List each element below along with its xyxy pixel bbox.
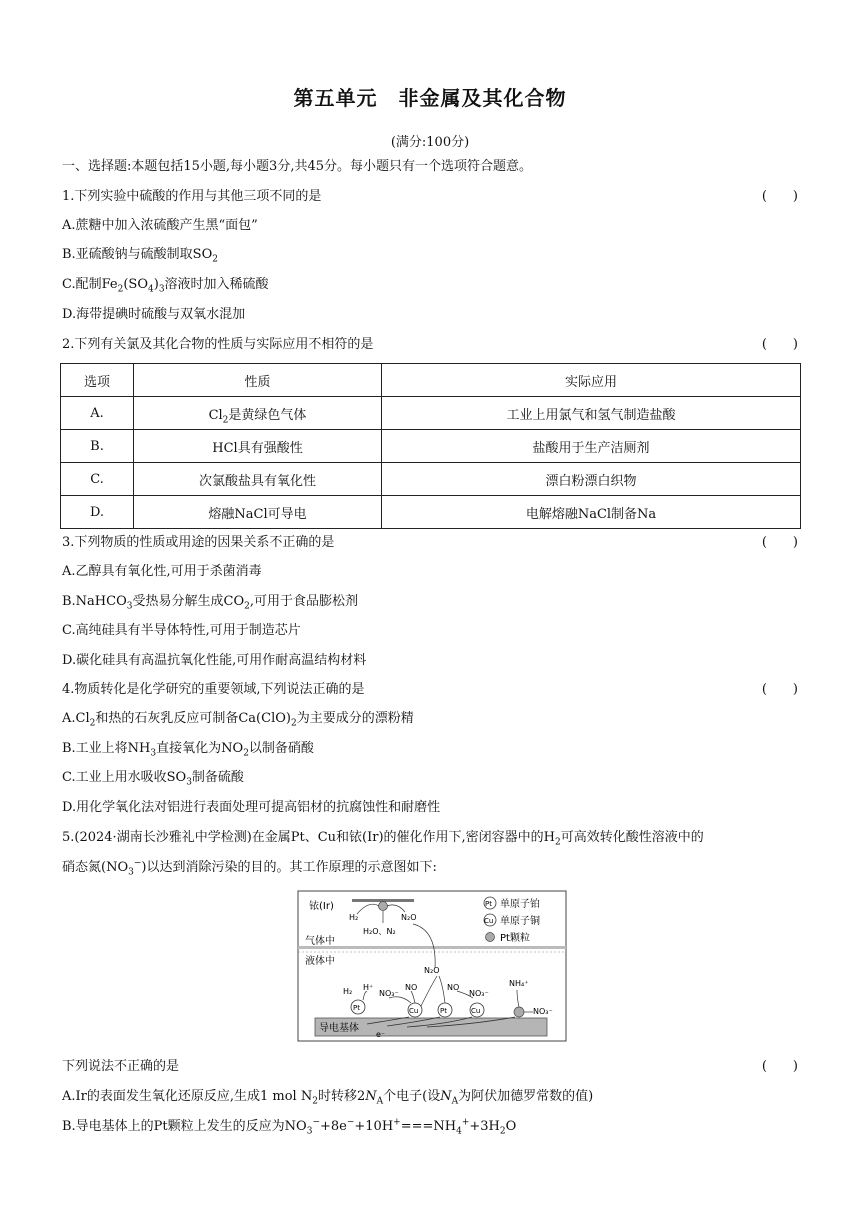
cell-application: 工业上用氯气和氢气制造盐酸 <box>382 397 801 430</box>
table-row <box>61 397 801 430</box>
cell-application: 盐酸用于生产洁厕剂 <box>382 430 801 463</box>
cell-application: 电解熔融NaCl制备Na <box>382 496 801 529</box>
answer-bracket: ( ) <box>761 535 798 550</box>
h2o-n2-label: H₂O、N₂ <box>363 927 396 936</box>
header-application: 实际应用 <box>382 364 801 397</box>
cu-atom-1: Cu <box>409 1007 419 1015</box>
q5-ask: 下列说法不正确的是 ( ) <box>62 1059 798 1074</box>
answer-bracket: ( ) <box>761 682 798 697</box>
section-heading: 一、选择题:本题包括15小题,每小题3分,共45分。每小题只有一个选项符合题意。 <box>62 159 532 174</box>
base-label: 导电基体 <box>319 1023 359 1034</box>
h2-label: H₂ <box>349 913 359 922</box>
cell-option: D. <box>61 496 134 529</box>
q5-stem-line1: 5.(2024·湖南长沙雅礼中学检测)在金属Pt、Cu和铱(Ir)的催化作用下,密闭容器中的$H_2$可高效转化酸性溶液中的 <box>62 830 704 848</box>
cu-icon-label: Cu <box>484 917 494 925</box>
answer-bracket: ( ) <box>761 337 798 352</box>
ir-label: 铱(Ir) <box>309 901 334 912</box>
no3-label-b: NO₃⁻ <box>469 989 489 998</box>
cell-property: $Cl_2$是黄绿色气体 <box>134 397 382 430</box>
q3-option-a: A.乙醇具有氧化性,可用于杀菌消毒 <box>62 564 262 579</box>
cell-property: 熔融NaCl可导电 <box>134 496 382 529</box>
q2-stem: 2.下列有关氯及其化合物的性质与实际应用不相符的是 ( ) <box>62 337 798 352</box>
answer-bracket: ( ) <box>761 1059 798 1074</box>
q3-option-b: B.NaHCO$_3$受热易分解生成$CO_2$,可用于食品膨松剂 <box>62 594 358 612</box>
q2-table <box>60 363 801 529</box>
q4-option-b: B.工业上将$NH_3$直接氧化为$NO_2$以制备硝酸 <box>62 741 314 759</box>
table-header-row <box>61 364 801 397</box>
q5-option-b: B.导电基体上的Pt颗粒上发生的反应为$NO_3^-+8e^-+10H^+===NH_4^++3H_2O$ <box>62 1117 517 1137</box>
score-note: (满分:100分) <box>390 135 470 150</box>
cell-property: HCl具有强酸性 <box>134 430 382 463</box>
q4-stem: 4.物质转化是化学研究的重要领域,下列说法正确的是 ( ) <box>62 682 798 697</box>
pt-icon-label: Pt <box>485 900 492 908</box>
legend-pt-particle: Pt颗粒 <box>500 933 530 944</box>
q1-stem: 1.下列实验中硫酸的作用与其他三项不同的是 ( ) <box>62 189 798 204</box>
table-row <box>61 496 801 529</box>
no3-label-c: NO₃⁻ <box>533 1007 553 1016</box>
q5-option-a: A.Ir的表面发生氧化还原反应,生成1 mol $N_2$时转移$2N_A$个电子(设$N_A$为阿伏加德罗常数的值) <box>62 1089 594 1107</box>
h2-liquid: H₂ <box>343 987 353 996</box>
cell-application: 漂白粉漂白织物 <box>382 463 801 496</box>
hplus-label: H⁺ <box>363 983 374 992</box>
q4-option-d: D.用化学氧化法对铝进行表面处理可提高铝材的抗腐蚀性和耐磨性 <box>62 800 441 815</box>
table-row <box>61 463 801 496</box>
q3-option-c: C.高纯硅具有半导体特性,可用于制造芯片 <box>62 623 301 638</box>
q1-option-b: B.亚硫酸钠与硫酸制取$SO_2$ <box>62 247 218 265</box>
legend-cu: 单原子铜 <box>500 916 540 927</box>
cell-option: B. <box>61 430 134 463</box>
legend-pt: 单原子铂 <box>500 899 540 910</box>
cell-option: A. <box>61 397 134 430</box>
gas-label: 气体中 <box>305 936 335 947</box>
cu-atom-2: Cu <box>471 1007 481 1015</box>
mechanism-figure <box>297 890 567 1042</box>
page-title: 第五单元 非金属及其化合物 <box>293 86 567 110</box>
pt-atom-1: Pt <box>353 1004 360 1012</box>
nh4-label: NH₄⁺ <box>509 979 529 988</box>
q1-option-d: D.海带提碘时硫酸与双氧水混加 <box>62 307 246 322</box>
q3-option-d: D.碳化硅具有高温抗氧化性能,可用作耐高温结构材料 <box>62 653 367 668</box>
no3-label-a: NO₃⁻ <box>379 989 399 998</box>
header-property: 性质 <box>134 364 382 397</box>
q4-option-c: C.工业上用水吸收$SO_3$制备硫酸 <box>62 770 244 788</box>
q1-option-c: C.配制$Fe_2(SO_4)_3$溶液时加入稀硫酸 <box>62 277 269 295</box>
cell-property: 次氯酸盐具有氧化性 <box>134 463 382 496</box>
pt-atom-2: Pt <box>440 1007 447 1015</box>
table-row <box>61 430 801 463</box>
liquid-label: 液体中 <box>305 956 335 967</box>
q1-option-a: A.蔗糖中加入浓硫酸产生黑“面包” <box>62 218 258 233</box>
q3-stem: 3.下列物质的性质或用途的因果关系不正确的是 ( ) <box>62 535 798 550</box>
header-option: 选项 <box>61 364 134 397</box>
cell-option: C. <box>61 463 134 496</box>
answer-bracket: ( ) <box>761 189 798 204</box>
q5-stem-line2: 硝态氮$(NO_3^-)$以达到消除污染的目的。其工作原理的示意图如下: <box>62 858 437 878</box>
n2o-label: N₂O <box>401 913 417 922</box>
no-label-a: NO <box>405 983 418 992</box>
no-label-b: NO <box>447 983 460 992</box>
n2o-label-b: N₂O <box>424 966 440 975</box>
q4-option-a: $A.Cl_2$和热的石灰乳反应可制备$Ca(ClO)_2$为主要成分的漂粉精 <box>62 711 414 729</box>
electron-label: e⁻ <box>376 1030 386 1039</box>
